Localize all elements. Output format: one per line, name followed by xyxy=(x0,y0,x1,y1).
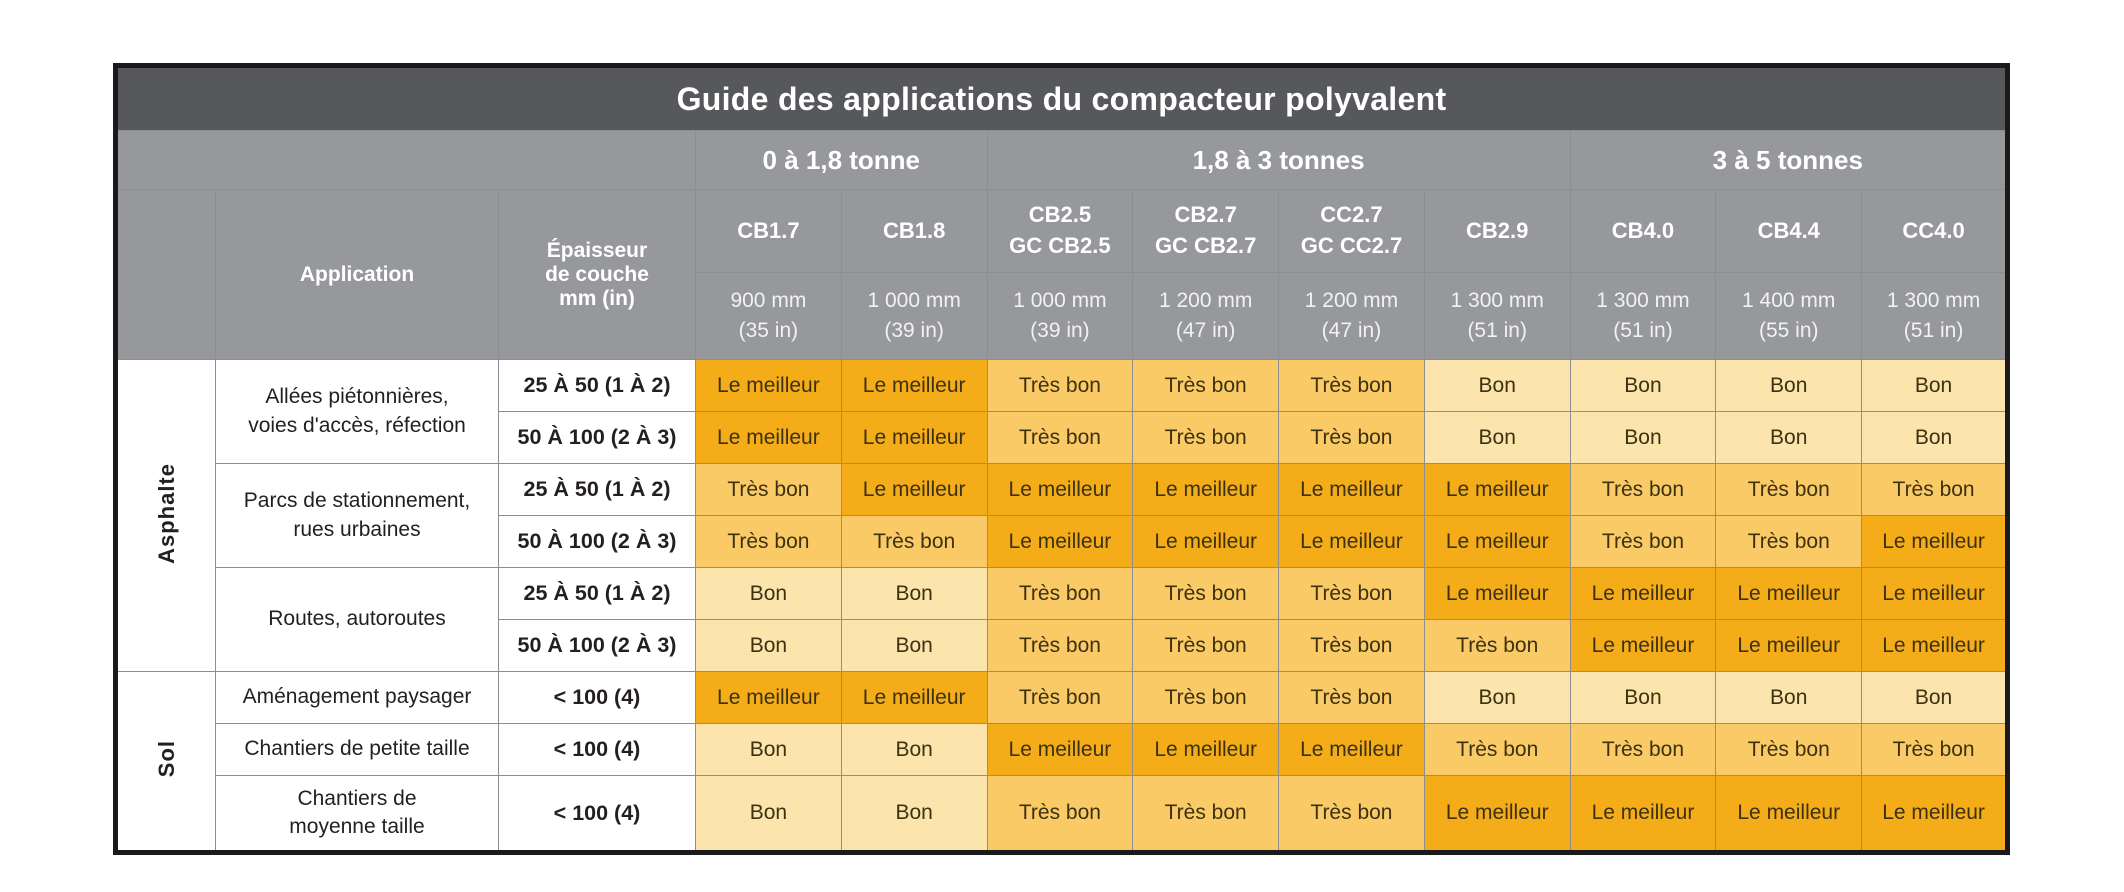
drum-width-header xyxy=(987,273,1133,360)
application-name-line: Routes, autoroutes xyxy=(268,607,446,631)
model-header xyxy=(696,190,842,273)
rating-cell: Très bon xyxy=(1279,412,1425,464)
rating-cell: Bon xyxy=(841,568,987,620)
thickness-cell: < 100 (4) xyxy=(499,776,696,853)
model-name-line: CB1.8 xyxy=(882,217,946,243)
rating-cell: Le meilleur xyxy=(1133,516,1279,568)
table-row xyxy=(116,672,2008,724)
drum-width-line: 1 000 mm xyxy=(1013,288,1107,312)
model-name-line: CC4.0 xyxy=(1902,217,1965,243)
rating-cell: Bon xyxy=(1570,412,1716,464)
thickness-cell: 50 À 100 (2 À 3) xyxy=(499,620,696,672)
drum-width-line: 1 400 mm xyxy=(1742,288,1836,312)
thickness-cell: 50 À 100 (2 À 3) xyxy=(499,516,696,568)
rating-cell: Très bon xyxy=(987,620,1133,672)
rating-cell: Le meilleur xyxy=(1862,776,2008,853)
rating-cell: Le meilleur xyxy=(1424,516,1570,568)
rating-cell: Le meilleur xyxy=(1570,776,1716,853)
rating-cell: Le meilleur xyxy=(1424,776,1570,853)
drum-width-line: (51 in) xyxy=(1903,319,1964,342)
table-row xyxy=(116,360,2008,412)
category-label: Sol xyxy=(153,739,179,778)
drum-width-line: (55 in) xyxy=(1758,319,1819,342)
guide-table-body xyxy=(116,66,2008,853)
rating-cell: Très bon xyxy=(1133,568,1279,620)
rating-cell: Bon xyxy=(841,620,987,672)
model-header xyxy=(1133,190,1279,273)
model-name-line: CB1.7 xyxy=(737,217,800,243)
rating-cell: Très bon xyxy=(841,516,987,568)
table-row xyxy=(116,464,2008,516)
rating-cell: Très bon xyxy=(1279,568,1425,620)
rating-cell: Le meilleur xyxy=(841,464,987,516)
application-cell xyxy=(216,568,499,672)
table-row xyxy=(116,131,2008,190)
thickness-cell: 25 À 50 (1 À 2) xyxy=(499,360,696,412)
header-corner-blank xyxy=(116,131,696,190)
rating-cell: Le meilleur xyxy=(1279,724,1425,776)
thickness-header-line: mm (in) xyxy=(559,286,635,310)
drum-width-header xyxy=(1716,273,1862,360)
rating-cell: Très bon xyxy=(987,672,1133,724)
rating-cell: Très bon xyxy=(696,516,842,568)
rating-cell: Le meilleur xyxy=(1716,776,1862,853)
drum-width-line: (39 in) xyxy=(884,319,944,342)
rating-cell: Très bon xyxy=(1424,724,1570,776)
compactor-application-guide xyxy=(113,63,2010,855)
rating-cell: Très bon xyxy=(1133,360,1279,412)
model-header xyxy=(1424,190,1570,273)
rating-cell: Le meilleur xyxy=(1862,620,2008,672)
rating-cell: Très bon xyxy=(1716,724,1862,776)
rating-cell: Bon xyxy=(1424,412,1570,464)
application-cell xyxy=(216,464,499,568)
application-name-line: voies d'accès, réfection xyxy=(248,413,466,437)
rating-cell: Très bon xyxy=(1279,360,1425,412)
model-header xyxy=(841,190,987,273)
application-name-line: Chantiers de petite taille xyxy=(244,737,470,761)
rating-cell: Le meilleur xyxy=(1424,464,1570,516)
weight-class-header: 0 à 1,8 tonne xyxy=(696,131,988,190)
rating-cell: Très bon xyxy=(1570,464,1716,516)
application-name-line: Aménagement paysager xyxy=(242,685,472,709)
application-cell xyxy=(216,724,499,776)
rating-cell: Très bon xyxy=(1133,776,1279,853)
application-cell xyxy=(216,360,499,464)
model-header xyxy=(1570,190,1716,273)
drum-width-line: 1 000 mm xyxy=(867,288,961,312)
rating-cell: Bon xyxy=(696,724,842,776)
rating-cell: Bon xyxy=(1424,360,1570,412)
rating-cell: Le meilleur xyxy=(841,360,987,412)
model-name-line: GC CB2.5 xyxy=(1009,233,1111,258)
rating-cell: Bon xyxy=(841,776,987,853)
drum-width-line: (51 in) xyxy=(1613,319,1673,342)
rating-cell: Le meilleur xyxy=(696,672,842,724)
rating-cell: Très bon xyxy=(696,464,842,516)
rating-cell: Le meilleur xyxy=(696,412,842,464)
rating-cell: Très bon xyxy=(1570,516,1716,568)
rating-cell: Très bon xyxy=(987,412,1133,464)
thickness-cell: 25 À 50 (1 À 2) xyxy=(499,568,696,620)
weight-class-header: 3 à 5 tonnes xyxy=(1570,131,2007,190)
model-header xyxy=(1279,190,1425,273)
model-header xyxy=(1862,190,2008,273)
drum-width-header xyxy=(696,273,842,360)
rating-cell: Très bon xyxy=(987,776,1133,853)
rating-cell: Le meilleur xyxy=(696,360,842,412)
guide-table xyxy=(113,63,2010,855)
rating-cell: Très bon xyxy=(987,568,1133,620)
rating-cell: Le meilleur xyxy=(841,412,987,464)
rating-cell: Très bon xyxy=(1570,724,1716,776)
rating-cell: Très bon xyxy=(1716,516,1862,568)
drum-width-header xyxy=(841,273,987,360)
drum-width-line: 900 mm xyxy=(730,288,807,312)
rating-cell: Le meilleur xyxy=(1279,516,1425,568)
rating-cell: Bon xyxy=(1862,672,2008,724)
thickness-column-header xyxy=(499,190,696,360)
table-row xyxy=(116,724,2008,776)
drum-width-line: (47 in) xyxy=(1175,319,1236,342)
rating-cell: Très bon xyxy=(1279,620,1425,672)
category-column-header-blank xyxy=(116,190,216,360)
rating-cell: Bon xyxy=(1424,672,1570,724)
rating-cell: Le meilleur xyxy=(1133,464,1279,516)
rating-cell: Bon xyxy=(1716,672,1862,724)
table-title: Guide des applications du compacteur polyvalent xyxy=(116,66,2008,131)
rating-cell: Très bon xyxy=(1862,464,2008,516)
thickness-header-line: Épaisseur xyxy=(546,238,648,262)
rating-cell: Le meilleur xyxy=(1862,516,2008,568)
application-name-line: Chantiers de xyxy=(297,786,417,810)
table-row xyxy=(116,190,2008,273)
rating-cell: Bon xyxy=(1570,360,1716,412)
thickness-cell: 25 À 50 (1 À 2) xyxy=(499,464,696,516)
drum-width-line: 1 200 mm xyxy=(1158,288,1253,312)
rating-cell: Le meilleur xyxy=(1279,464,1425,516)
rating-cell: Bon xyxy=(1570,672,1716,724)
rating-cell: Très bon xyxy=(1716,464,1862,516)
category-cell xyxy=(116,672,216,853)
model-header xyxy=(987,190,1133,273)
rating-cell: Le meilleur xyxy=(1570,568,1716,620)
application-name-line: moyenne taille xyxy=(289,815,425,838)
drum-width-line: 1 300 mm xyxy=(1596,288,1690,312)
drum-width-header xyxy=(1133,273,1279,360)
rating-cell: Très bon xyxy=(1279,776,1425,853)
table-row xyxy=(116,776,2008,853)
model-name-line: CB2.9 xyxy=(1466,217,1529,243)
model-name-line: CB2.5 xyxy=(1028,202,1092,228)
drum-width-header xyxy=(1862,273,2008,360)
rating-cell: Le meilleur xyxy=(1424,568,1570,620)
rating-cell: Bon xyxy=(841,724,987,776)
rating-cell: Bon xyxy=(1716,412,1862,464)
rating-cell: Bon xyxy=(1862,412,2008,464)
rating-cell: Le meilleur xyxy=(1716,620,1862,672)
drum-width-line: 1 200 mm xyxy=(1304,288,1399,312)
rating-cell: Très bon xyxy=(1133,620,1279,672)
application-name-line: Parcs de stationnement, xyxy=(243,489,471,513)
model-name-line: CB2.7 xyxy=(1174,202,1237,228)
drum-width-header xyxy=(1424,273,1570,360)
model-header xyxy=(1716,190,1862,273)
application-name-line: Allées piétonnières, xyxy=(265,385,449,409)
thickness-cell: < 100 (4) xyxy=(499,724,696,776)
model-name-line: GC CC2.7 xyxy=(1300,233,1403,258)
rating-cell: Le meilleur xyxy=(841,672,987,724)
drum-width-line: 1 300 mm xyxy=(1450,288,1544,312)
drum-width-header xyxy=(1279,273,1425,360)
rating-cell: Très bon xyxy=(1279,672,1425,724)
rating-cell: Bon xyxy=(1716,360,1862,412)
rating-cell: Bon xyxy=(696,776,842,853)
table-row xyxy=(116,66,2008,131)
model-name-line: CB4.0 xyxy=(1611,217,1675,243)
rating-cell: Très bon xyxy=(1424,620,1570,672)
application-cell xyxy=(216,776,499,853)
rating-cell: Très bon xyxy=(987,360,1133,412)
rating-cell: Le meilleur xyxy=(987,724,1133,776)
rating-cell: Bon xyxy=(696,620,842,672)
rating-cell: Le meilleur xyxy=(987,516,1133,568)
table-row xyxy=(116,568,2008,620)
rating-cell: Bon xyxy=(696,568,842,620)
rating-cell: Le meilleur xyxy=(1133,724,1279,776)
category-label: Asphalte xyxy=(153,462,179,564)
rating-cell: Très bon xyxy=(1133,412,1279,464)
drum-width-line: (51 in) xyxy=(1467,319,1527,342)
weight-class-header: 1,8 à 3 tonnes xyxy=(987,131,1570,190)
drum-width-line: (47 in) xyxy=(1321,319,1382,342)
drum-width-line: (35 in) xyxy=(738,319,799,342)
rating-cell: Très bon xyxy=(1133,672,1279,724)
thickness-header-line: de couche xyxy=(545,262,649,286)
thickness-cell: < 100 (4) xyxy=(499,672,696,724)
rating-cell: Bon xyxy=(1862,360,2008,412)
model-name-line: CC2.7 xyxy=(1320,202,1383,228)
category-cell xyxy=(116,360,216,672)
drum-width-header xyxy=(1570,273,1716,360)
model-name-line: CB4.4 xyxy=(1757,217,1820,243)
model-name-line: GC CB2.7 xyxy=(1154,233,1257,258)
application-column-header: Application xyxy=(216,190,499,360)
application-name-line: rues urbaines xyxy=(293,517,421,541)
rating-cell: Très bon xyxy=(1862,724,2008,776)
rating-cell: Le meilleur xyxy=(1570,620,1716,672)
application-cell xyxy=(216,672,499,724)
thickness-cell: 50 À 100 (2 À 3) xyxy=(499,412,696,464)
rating-cell: Le meilleur xyxy=(1862,568,2008,620)
drum-width-line: (39 in) xyxy=(1030,319,1090,342)
drum-width-line: 1 300 mm xyxy=(1886,288,1981,312)
rating-cell: Le meilleur xyxy=(987,464,1133,516)
rating-cell: Le meilleur xyxy=(1716,568,1862,620)
